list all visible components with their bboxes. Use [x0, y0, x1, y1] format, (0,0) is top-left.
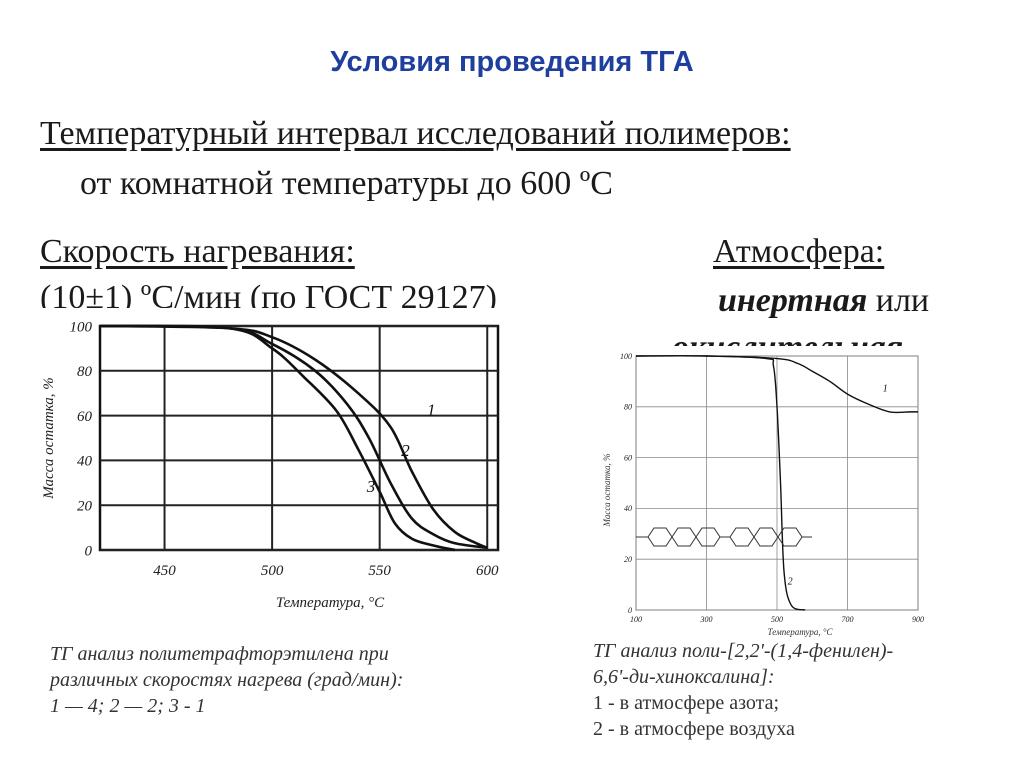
left-ylabel: Масса остатка, % [41, 377, 57, 499]
caption-left-line3: 1 — 4; 2 — 2; 3 - 1 [50, 695, 206, 717]
left-y-tick-label: 20 [77, 498, 92, 515]
right-y-tick-label: 80 [624, 402, 632, 412]
right-x-tick-label: 700 [841, 615, 854, 624]
right-y-tick-label: 20 [624, 555, 632, 564]
atmosphere-heading: Атмосфера: [713, 233, 885, 270]
right-ylabel: Масса остатка, % [602, 453, 612, 527]
interval-heading: Температурный интервал исследований полимеров: [40, 115, 791, 152]
atmosphere-or: или [867, 282, 930, 319]
polymer-structure-icon [636, 528, 812, 546]
right-series-2-line [636, 356, 805, 610]
caption-left-line2: различных скоростях нагрева (град/мин): [50, 669, 404, 691]
right-y-tick-label: 0 [628, 605, 632, 615]
tga-chart-polyquinoxaline [596, 346, 942, 638]
right-y-tick-label: 60 [624, 453, 632, 463]
left-y-tick-label: 40 [77, 453, 92, 470]
left-series-3-line [100, 326, 455, 550]
left-y-tick-label: 60 [77, 408, 92, 425]
heating-rate-heading: Скорость нагревания: [40, 233, 355, 270]
tga-chart-ptfe [30, 308, 530, 618]
right-series-2-label: 2 [787, 576, 793, 588]
left-y-tick-label: 80 [77, 364, 92, 381]
left-x-tick-label: 600 [475, 563, 499, 579]
left-x-tick-label: 500 [260, 563, 284, 579]
atmosphere-oxidizing: окислительная [672, 329, 904, 366]
left-series [100, 326, 487, 550]
right-xlabel: Температура, °С [767, 627, 833, 637]
left-x-tick-label: 550 [368, 563, 391, 579]
left-series-2-line [100, 326, 487, 548]
heating-rate-value: (10±1) ºС/мин (по ГОСТ 29127) [40, 279, 497, 316]
caption-right-line1: ТГ анализ поли-[2,2'-(1,4-фенилен)- [593, 640, 894, 662]
interval-range: от комнатной температуры до 600 ºС [80, 165, 613, 202]
caption-right [593, 638, 1003, 742]
left-series-1-line [100, 326, 487, 548]
right-y-tick-label: 100 [620, 351, 632, 361]
caption-right-line2: 6,6'-ди-хиноксалина]: [593, 666, 775, 688]
left-y-tick-label: 100 [69, 319, 92, 336]
right-x-tick-label: 300 [700, 615, 713, 624]
left-y-tick-label: 0 [84, 543, 92, 560]
left-series-2-label: 2 [401, 440, 410, 460]
caption-left [50, 641, 520, 719]
left-x-tick-label: 450 [153, 563, 176, 579]
left-series-3-label: 3 [366, 476, 376, 496]
slide-title: Условия проведения ТГА [330, 46, 694, 78]
atmosphere-value [718, 281, 929, 321]
right-x-tick-label: 100 [630, 615, 642, 624]
caption-right-item1: 1 - в атмосфере азота; [593, 692, 780, 714]
caption-right-item2: 2 - в атмосфере воздуха [593, 718, 795, 740]
left-series-1-label: 1 [427, 400, 436, 420]
left-xlabel: Температура, °С [275, 595, 385, 611]
right-ticks [620, 352, 924, 624]
right-y-tick-label: 40 [624, 504, 632, 514]
right-series-1-label: 1 [882, 383, 888, 395]
caption-left-line1: ТГ анализ политетрафторэтилена при [50, 643, 389, 665]
atmosphere-inert: инертная [718, 282, 868, 319]
right-grid [636, 356, 918, 610]
right-x-tick-label: 500 [771, 615, 783, 624]
right-x-tick-label: 900 [912, 615, 924, 624]
